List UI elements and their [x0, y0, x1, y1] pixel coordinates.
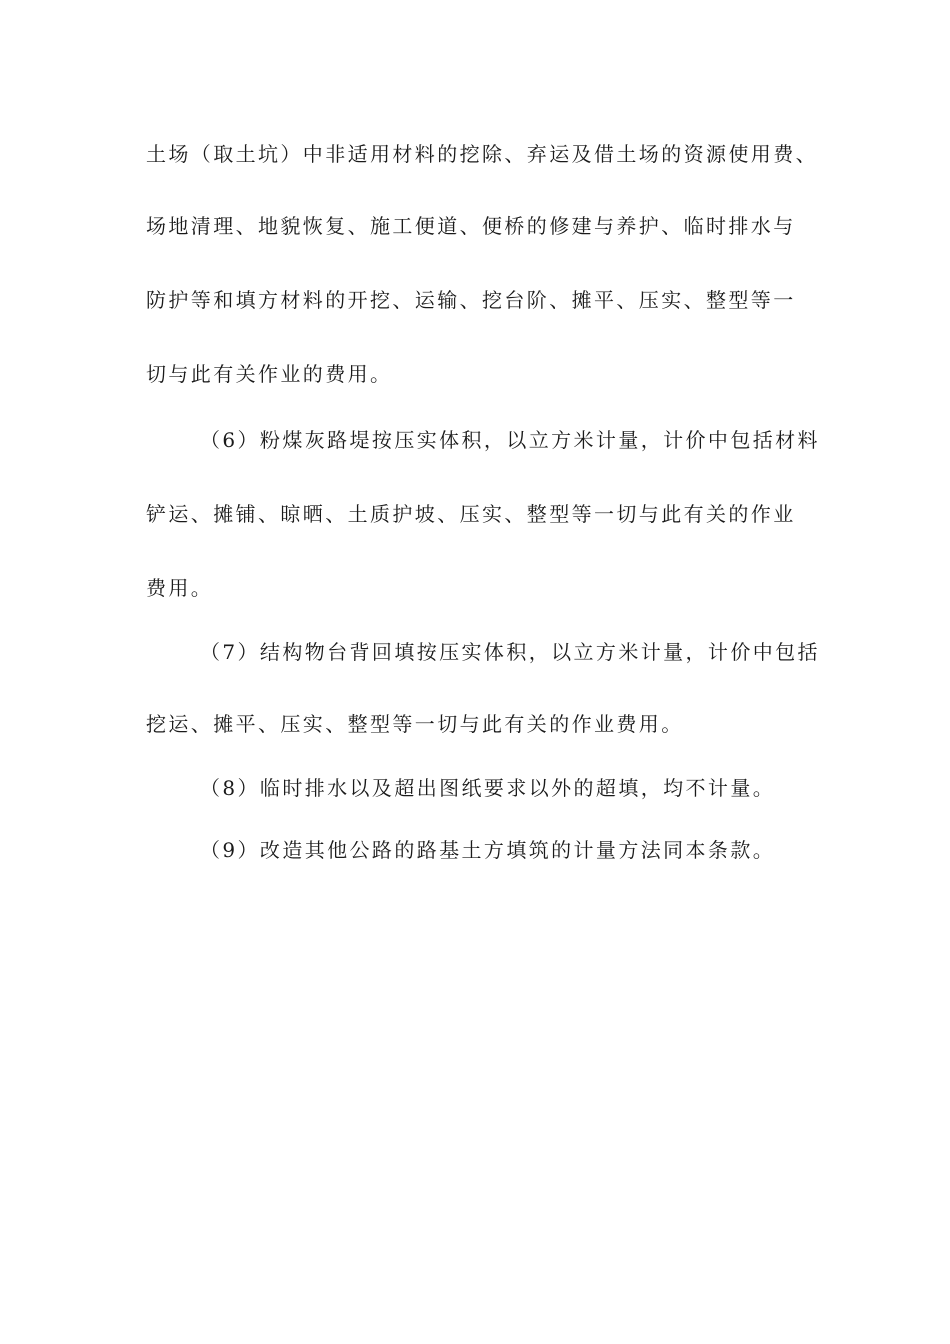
clause-6-line-3: 费用。 — [146, 576, 214, 600]
clause-9-line: （9）改造其他公路的路基土方填筑的计量方法同本条款。 — [200, 838, 776, 862]
clause-7-line-2: 挖运、摊平、压实、整型等一切与此有关的作业费用。 — [146, 712, 684, 736]
clause-6-line-2: 铲运、摊铺、晾晒、土质护坡、压实、整型等一切与此有关的作业 — [146, 502, 796, 526]
clause-7-line-1: （7）结构物台背回填按压实体积，以立方米计量，计价中包括 — [200, 640, 820, 664]
text-line-4: 切与此有关作业的费用。 — [146, 362, 393, 386]
clause-8-line: （8）临时排水以及超出图纸要求以外的超填，均不计量。 — [200, 776, 776, 800]
text-line-2: 场地清理、地貌恢复、施工便道、便桥的修建与养护、临时排水与 — [146, 214, 796, 238]
text-line-3: 防护等和填方材料的开挖、运输、挖台阶、摊平、压实、整型等一 — [146, 288, 796, 312]
text-line-1: 土场（取土坑）中非适用材料的挖除、弃运及借土场的资源使用费、 — [146, 142, 818, 166]
clause-6-line-1: （6）粉煤灰路堤按压实体积，以立方米计量，计价中包括材料 — [200, 428, 820, 452]
